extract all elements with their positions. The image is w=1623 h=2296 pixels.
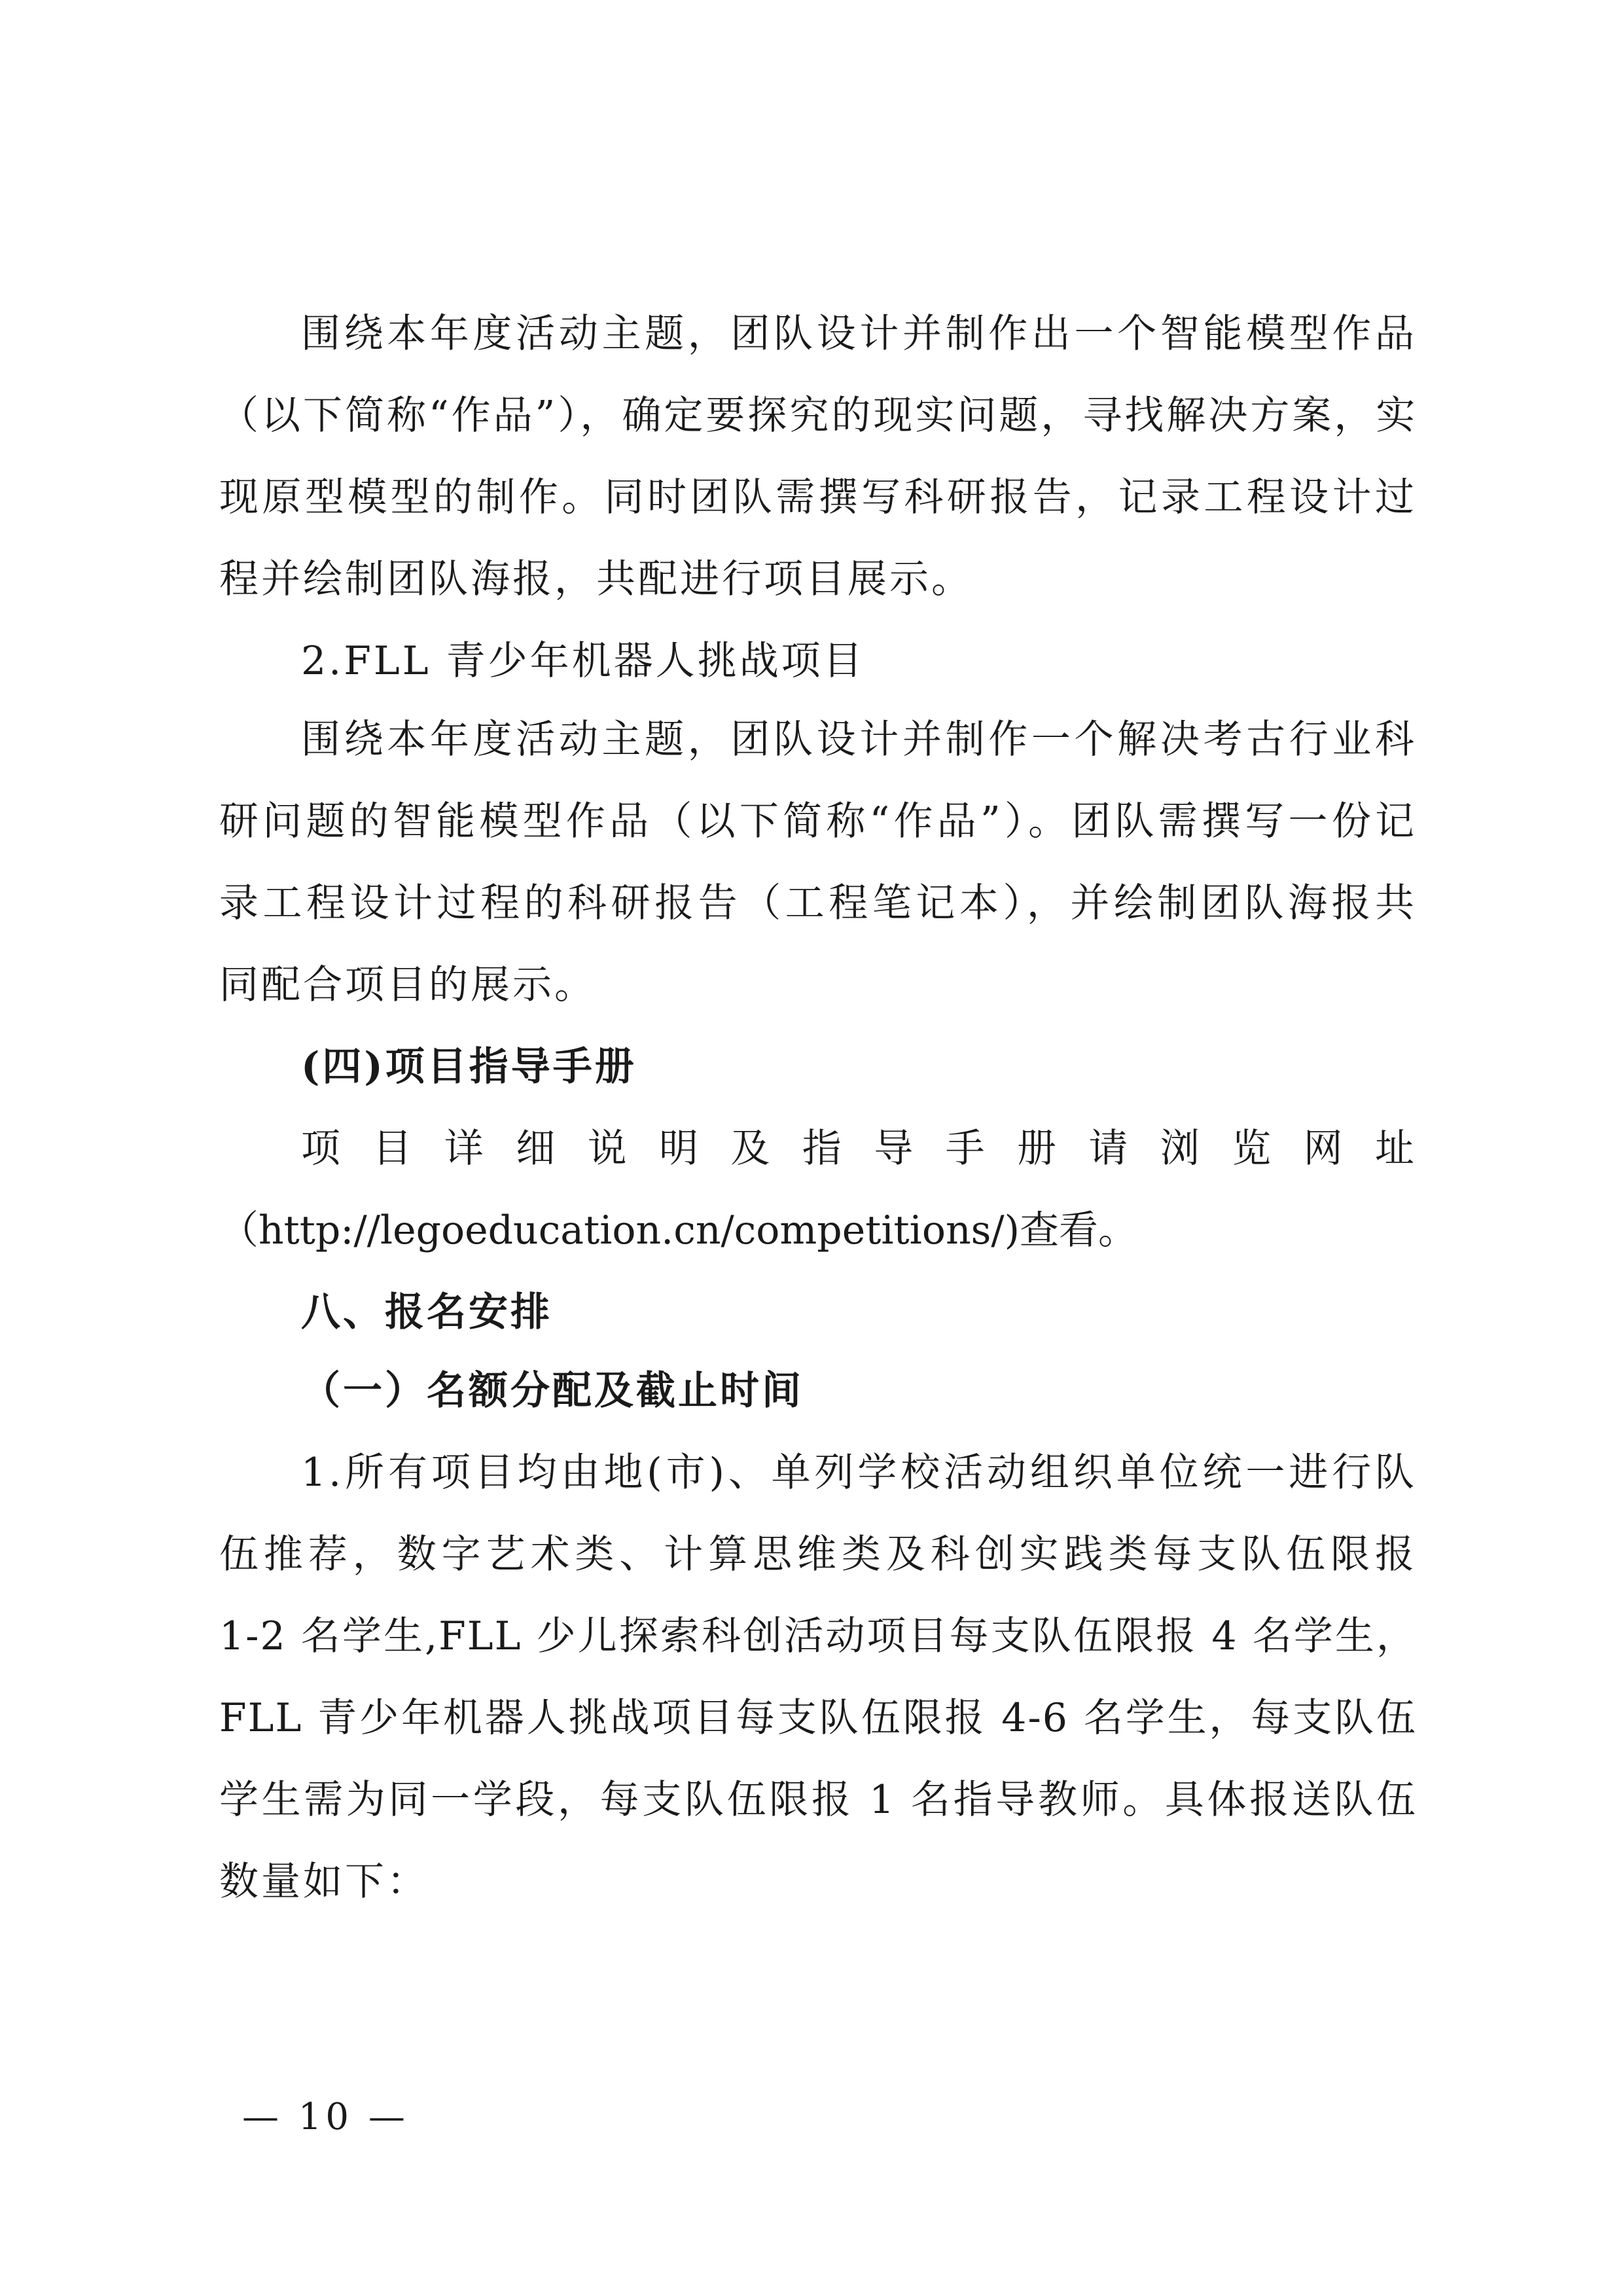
paragraph-4-line-5: 学生需为同一学段，每支队伍限报 1 名指导教师。具体报送队伍 [219, 1777, 1417, 1823]
paragraph-3-line-2: （http://legoeducation.cn/competitions/)查看。 [219, 1208, 1137, 1253]
paragraph-4-line-1: 1.所有项目均由地(市)、单列学校活动组织单位统一进行队 [301, 1450, 1417, 1496]
paragraph-1-line-3: 现原型模型的制作。同时团队需撰写科研报告，记录工程设计过 [219, 475, 1417, 520]
paragraph-3-line-1: 项 目 详 细 说 明 及 指 导 手 册 请 浏 览 网 址 [301, 1126, 1417, 1172]
paragraph-2-line-3: 录工程设计过程的科研报告（工程笔记本），并绘制团队海报共 [219, 880, 1417, 926]
paragraph-1-line-2: （以下简称“作品”），确定要探究的现实问题，寻找解决方案，实 [219, 393, 1418, 439]
item-2-title: 2.FLL 青少年机器人挑战项目 [301, 638, 865, 684]
page-number: — 10 — [242, 2096, 409, 2138]
paragraph-2-line-1: 围绕本年度活动主题，团队设计并制作一个解决考古行业科 [301, 717, 1417, 762]
paragraph-2-line-2: 研问题的智能模型作品（以下简称“作品”）。团队需撰写一份记 [219, 798, 1417, 844]
paragraph-4-line-6: 数量如下： [219, 1859, 429, 1905]
paragraph-1-line-4: 程并绘制团队海报，共配进行项目展示。 [219, 556, 973, 602]
sub-heading-4: (四)项目指导手册 [301, 1044, 637, 1090]
section-8-heading: 八、报名安排 [301, 1289, 552, 1335]
paragraph-4-line-2: 伍推荐，数字艺术类、计算思维类及科创实践类每支队伍限报 [219, 1532, 1417, 1577]
paragraph-4-line-3: 1-2 名学生,FLL 少儿探索科创活动项目每支队伍限报 4 名学生， [219, 1613, 1417, 1659]
sub-heading-1: （一）名额分配及截止时间 [301, 1368, 804, 1414]
paragraph-1-line-1: 围绕本年度活动主题，团队设计并制作出一个智能模型作品 [301, 311, 1417, 357]
paragraph-4-line-4: FLL 青少年机器人挑战项目每支队伍限报 4-6 名学生，每支队伍 [219, 1695, 1417, 1741]
paragraph-2-line-4: 同配合项目的展示。 [219, 962, 596, 1008]
